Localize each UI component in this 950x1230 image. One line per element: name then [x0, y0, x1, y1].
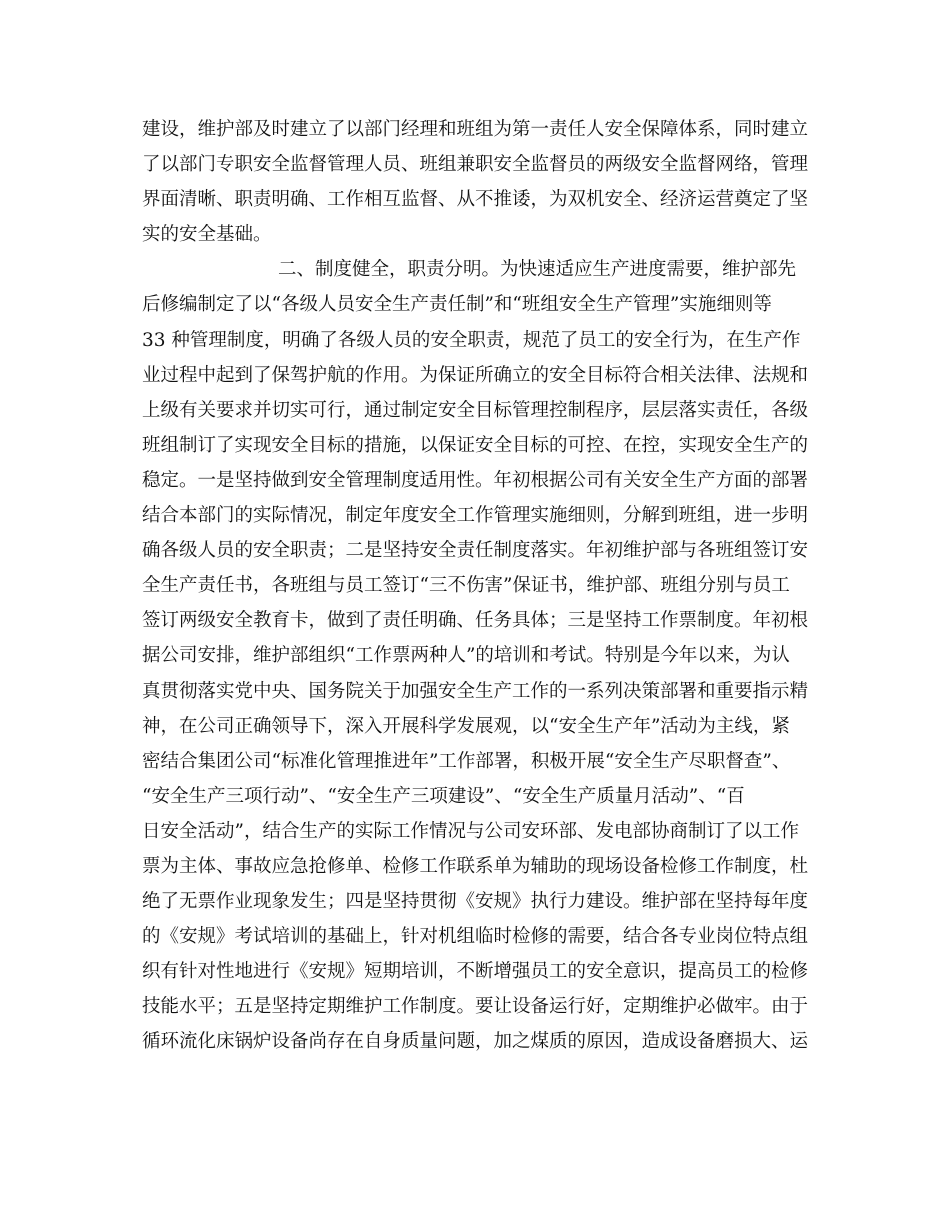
text-line: 密结合集团公司“标准化管理推进年”工作部署，积极开展“安全生产尽职督查”、: [142, 750, 791, 772]
text-line: 上级有关要求并切实可行，通过制定安全目标管理控制程序，层层落实责任，各级: [142, 399, 809, 421]
text-line: 绝了无票作业现象发生；四是坚持贯彻《安规》执行力建设。维护部在坚持每年度: [142, 891, 809, 913]
text-line: 神，在公司正确领导下，深入开展科学发展观，以“安全生产年”活动为主线，紧: [142, 715, 790, 737]
text-line: 真贯彻落实党中央、国务院关于加强安全生产工作的一系列决策部署和重要指示精: [142, 680, 809, 702]
text-line: 建设，维护部及时建立了以部门经理和班组为第一责任人安全保障体系，同时建立: [142, 119, 809, 140]
text-line: 循环流化床锅炉设备尚存在自身质量问题，加之煤质的原因，造成设备磨损大、运: [142, 1031, 809, 1053]
text-line: 据公司安排，维护部组织“工作票两种人”的培训和考试。特别是今年以来，为认: [142, 645, 790, 667]
text-line: 日安全活动”，结合生产的实际工作情况与公司安环部、发电部协商制订了以工作: [142, 820, 799, 842]
text-line: 结合本部门的实际情况，制定年度安全工作管理实施细则，分解到班组，进一步明: [142, 505, 809, 527]
text-line: 票为主体、事故应急抢修单、检修工作联系单为辅助的现场设备检修工作制度，杜: [142, 855, 809, 877]
text-line: 全生产责任书，各班组与员工签订“三不伤害”保证书，维护部、班组分别与员工: [142, 575, 790, 597]
text-line: 的《安规》考试培训的基础上，针对机组临时检修的需要，结合各专业岗位特点组: [142, 926, 809, 948]
text-line: 班组制订了实现安全目标的措施，以保证安全目标的可控、在控，实现安全生产的: [142, 434, 809, 456]
text-line: 后修编制定了以“各级人员安全生产责任制”和“班组安全生产管理”实施细则等: [142, 294, 772, 316]
text-line: 确各级人员的安全职责；二是坚持安全责任制度落实。年初维护部与各班组签订安: [142, 540, 809, 562]
text-line: 了以部门专职安全监督管理人员、班组兼职安全监督员的两级安全监督网络，管理: [142, 154, 809, 176]
text-line: 稳定。一是坚持做到安全管理制度适用性。年初根据公司有关安全生产方面的部署: [142, 469, 809, 491]
text-line: 技能水平；五是坚持定期维护工作制度。要让设备运行好，定期维护必做牢。由于: [142, 996, 809, 1018]
text-line: 签订两级安全教育卡，做到了责任明确、任务具体；三是坚持工作票制度。年初根: [142, 610, 809, 632]
text-line: 33 种管理制度，明确了各级人员的安全职责，规范了员工的安全行为，在生产作: [142, 329, 801, 351]
text-line: “安全生产三项行动”、“安全生产三项建设”、“安全生产质量月活动”、“百: [142, 785, 745, 807]
body-text: [142, 112, 822, 1060]
section-heading-line: 二、制度健全，职责分明。为快速适应生产进度需要，维护部先: [278, 259, 797, 281]
text-line: 业过程中起到了保驾护航的作用。为保证所确立的安全目标符合相关法律、法规和: [142, 364, 809, 386]
text-line: 界面清晰、职责明确、工作相互监督、从不推诿，为双机安全、经济运营奠定了坚: [142, 189, 809, 211]
text-line: 实的安全基础。: [142, 224, 272, 246]
text-line: 织有针对性地进行《安规》短期培训，不断增强员工的安全意识，提高员工的检修: [142, 961, 809, 983]
